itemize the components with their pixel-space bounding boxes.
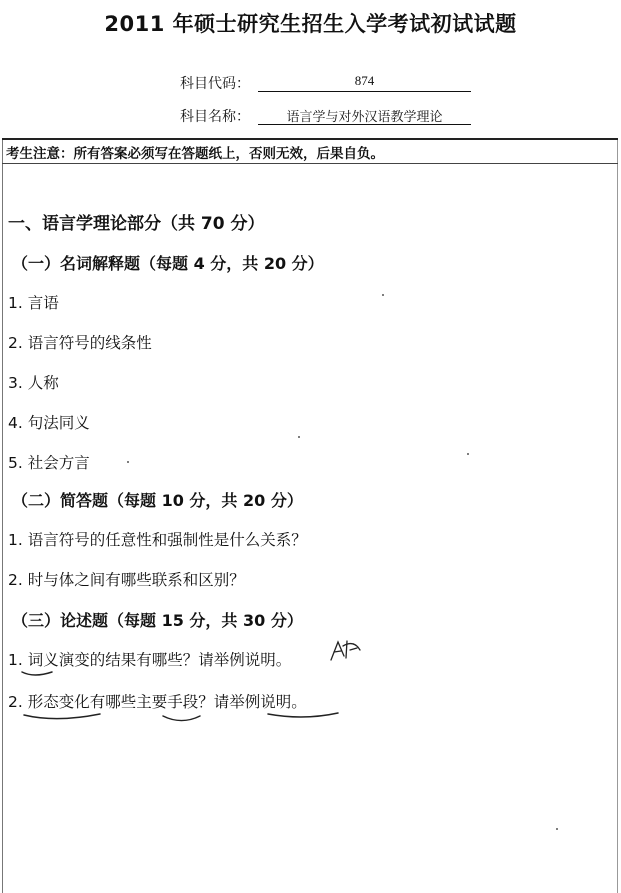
scan-speck [556,828,558,830]
section-heading: 一、语言学理论部分（共 70 分） [8,214,265,234]
subject-name-label: 科目名称： [180,109,250,125]
exam-title: 2011 年硕士研究生招生入学考试初试试题 [104,12,517,36]
border-right [617,138,618,893]
scan-speck [382,294,384,296]
question-item: 1. 词义演变的结果有哪些？请举例说明。 [8,651,292,669]
part-3-heading: （三）论述题（每题 15 分，共 30 分） [12,611,303,630]
subject-code-label: 科目代码： [180,76,250,92]
subject-name-value: 语言学与对外汉语教学理论 [258,106,471,125]
question-item: 4. 句法同义 [8,414,90,432]
question-item: 2. 语言符号的线条性 [8,334,152,352]
subject-code-value: 874 [258,73,471,92]
border-left [2,138,3,893]
pen-mark-glyph [331,641,360,660]
candidate-notice: 考生注意：所有答案必须写在答题纸上，否则无效，后果自负。 [6,146,384,162]
scan-speck [467,453,469,455]
border-top-rule [2,138,618,140]
notice-bottom-rule [2,163,618,164]
part-1-heading: （一）名词解释题（每题 4 分，共 20 分） [12,254,324,273]
question-item: 2. 形态变化有哪些主要手段？请举例说明。 [8,693,307,711]
part-2-heading: （二）简答题（每题 10 分，共 20 分） [12,491,303,510]
question-item: 1. 语言符号的任意性和强制性是什么关系？ [8,531,307,549]
scan-speck [127,461,129,463]
question-item: 2. 时与体之间有哪些联系和区别？ [8,571,245,589]
question-item: 3. 人称 [8,374,59,392]
question-item: 5. 社会方言 [8,454,90,472]
scan-speck [298,436,300,438]
question-item: 1. 言语 [8,294,59,312]
